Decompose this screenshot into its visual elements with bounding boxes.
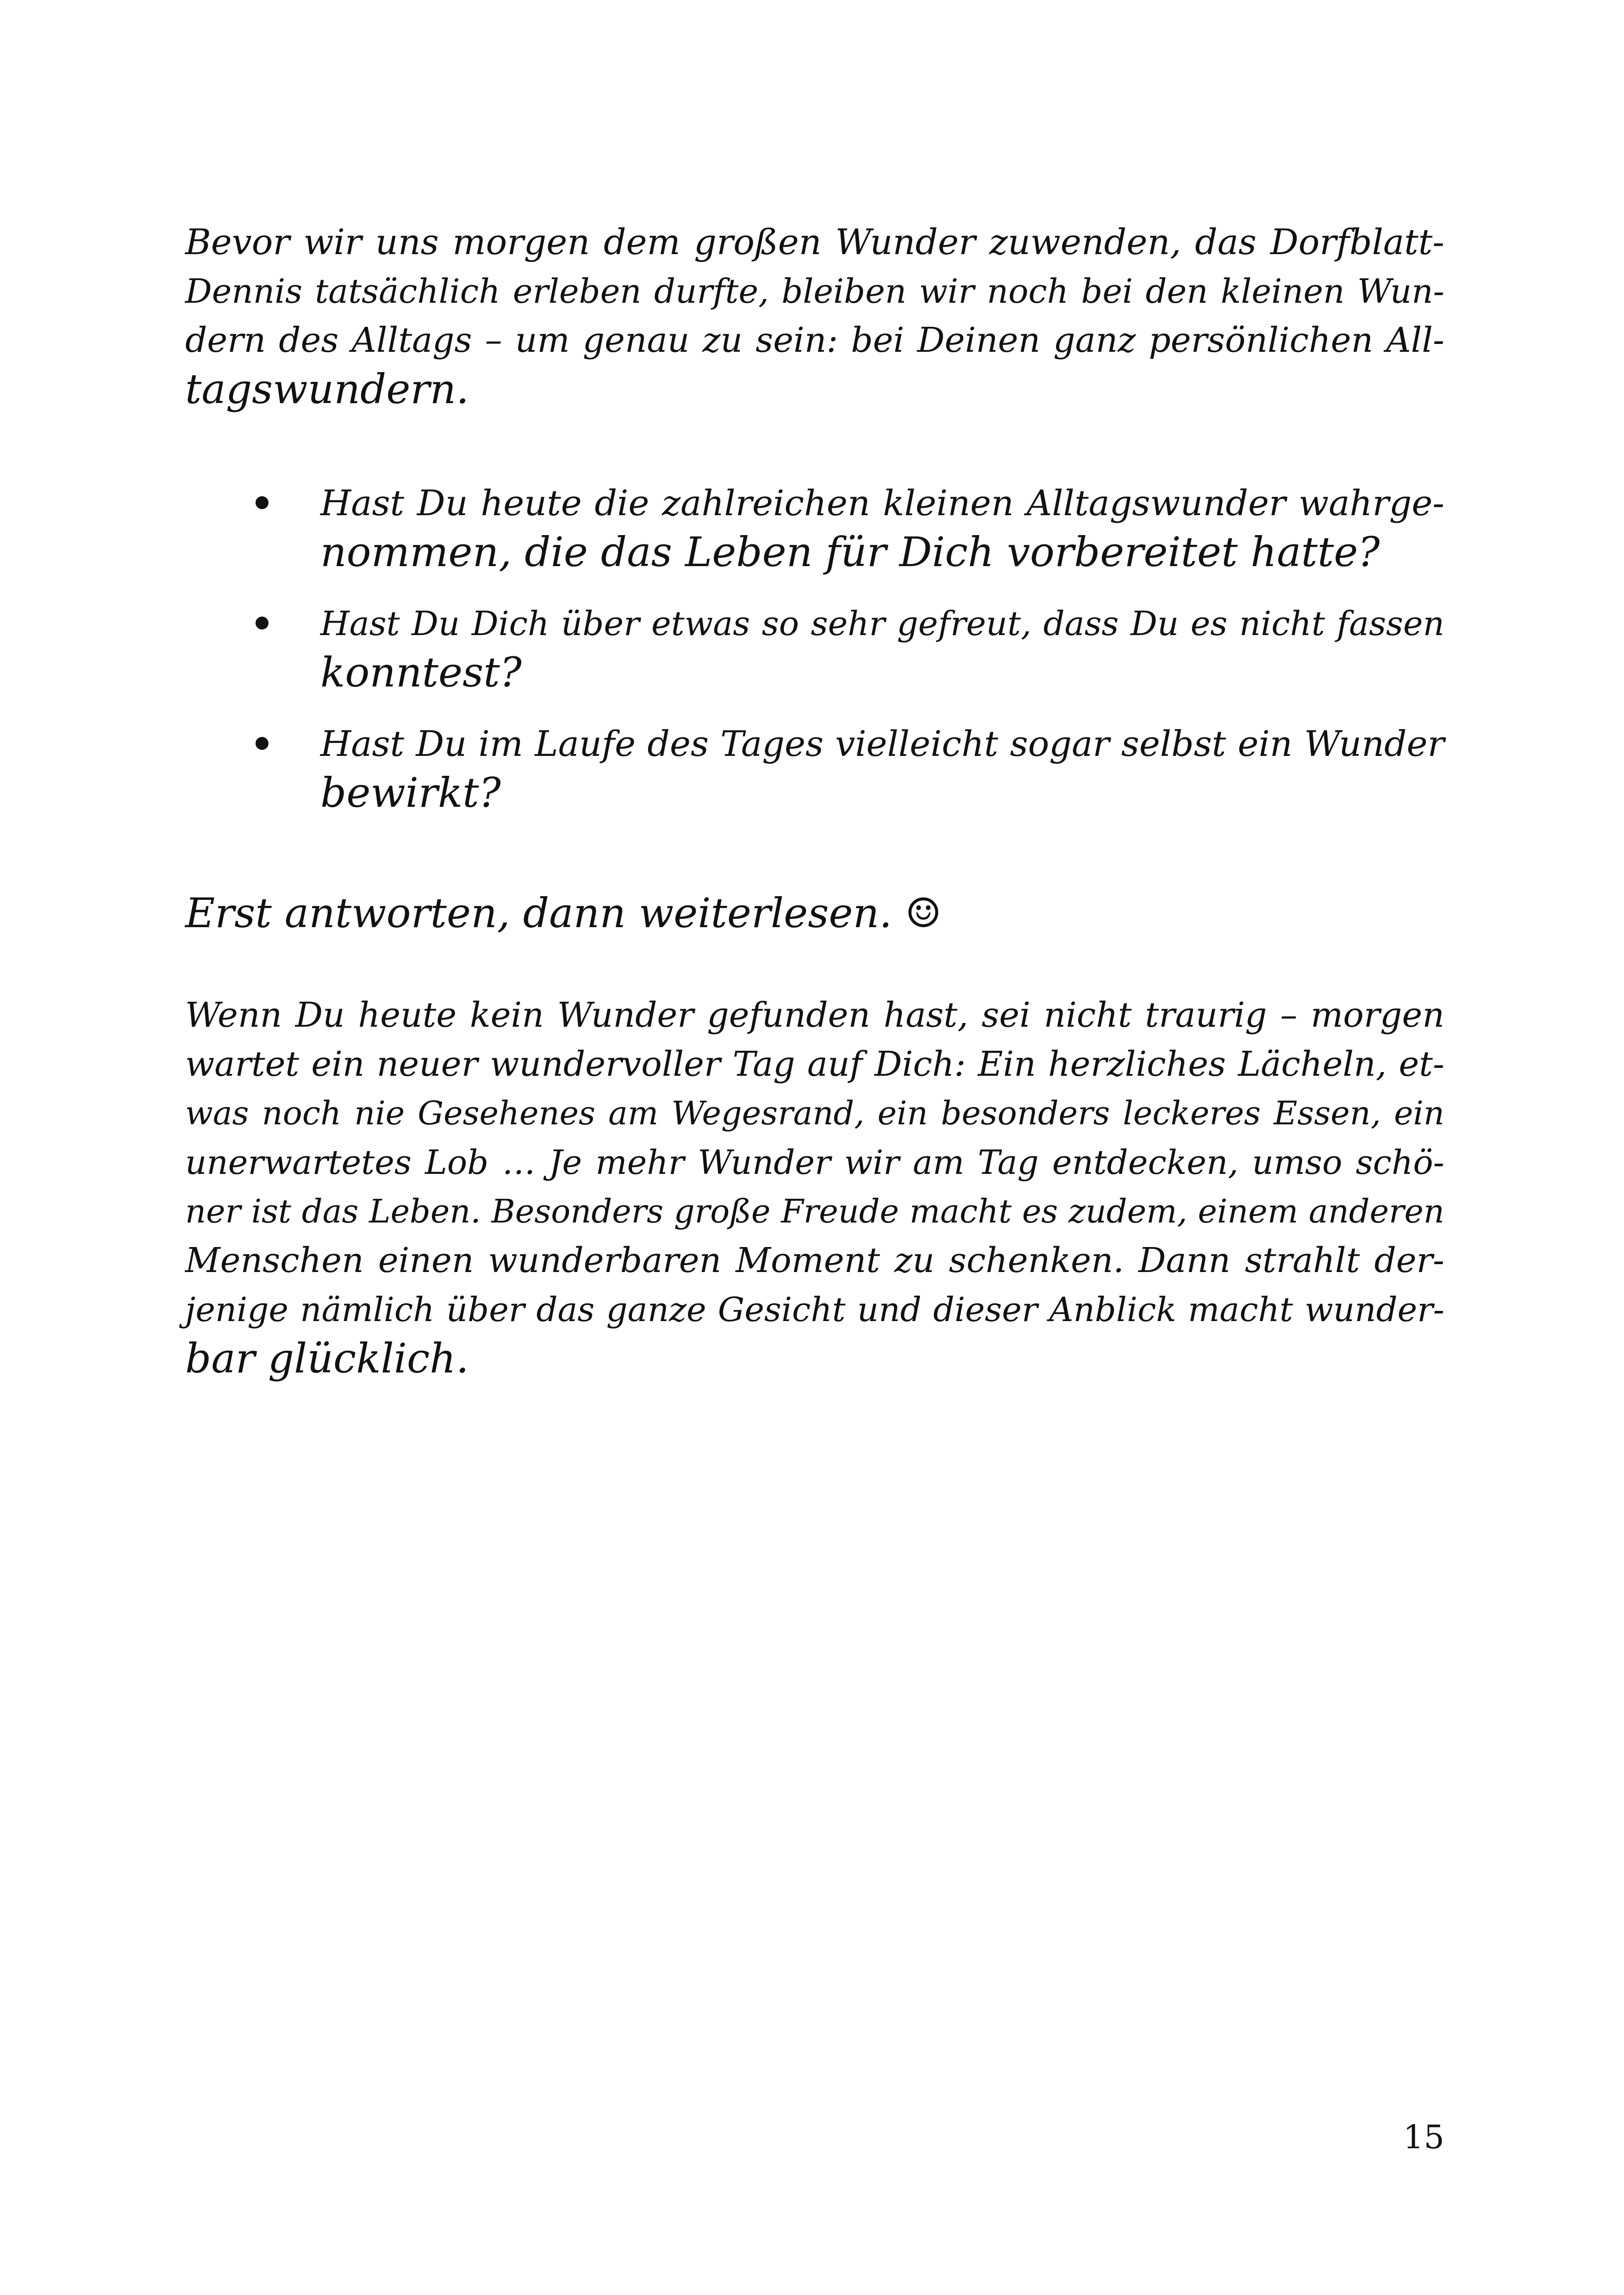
paragraph-3-line-5: ner ist das Leben. Besonders große Freude macht es zudem, einem anderen [185, 1192, 1444, 1230]
question-1-line-1: Hast Du heute die zahlreichen kleinen Alltagswunder wahrge- [320, 482, 1444, 524]
paragraph-2-line-1: Erst antworten, dann weiterlesen. ☺ [185, 889, 942, 937]
question-1-line-2: nommen, die das Leben für Dich vorbereitet hatte? [320, 528, 1380, 576]
paragraph-3-line-3: was noch nie Gesehenes am Wegesrand, ein besonders leckeres Essen, ein [185, 1094, 1444, 1132]
paragraph-3-line-2: wartet ein neuer wundervoller Tag auf Dich: Ein herzliches Lächeln, et- [185, 1044, 1444, 1084]
question-3-line-1: Hast Du im Laufe des Tages vielleicht sogar selbst ein Wunder [320, 723, 1444, 764]
question-2-line-1: Hast Du Dich über etwas so sehr gefreut, dass Du es nicht fassen [320, 604, 1444, 643]
paragraph-3-line-7: jenige nämlich über das ganze Gesicht und dieser Anblick macht wunder- [185, 1290, 1444, 1329]
paragraph-1-line-2: Dennis tatsächlich erleben durfte, bleiben wir noch bei den kleinen Wun- [185, 272, 1444, 311]
paragraph-3-line-8: bar glücklich. [185, 1335, 469, 1382]
bullet-3 [256, 737, 269, 750]
page-number: 15 [1403, 2118, 1444, 2156]
paragraph-1-line-4: tagswundern. [185, 365, 469, 413]
bullet-2 [256, 617, 269, 630]
question-3-line-2: bewirkt? [320, 769, 501, 817]
paragraph-3-line-6: Menschen einen wunderbaren Moment zu schenken. Dann strahlt der- [185, 1241, 1444, 1280]
paragraph-1-line-3: dern des Alltags – um genau zu sein: bei Deinen ganz persönlichen All- [185, 320, 1444, 360]
paragraph-1-line-1: Bevor wir uns morgen dem großen Wunder zuwenden, das Dorfblatt- [185, 221, 1444, 262]
bullet-1 [256, 496, 269, 509]
paragraph-3-line-4: unerwartetes Lob … Je mehr Wunder wir am Tag entdecken, umso schö- [185, 1143, 1444, 1182]
paragraph-3-line-1: Wenn Du heute kein Wunder gefunden hast, sei nicht traurig – morgen [185, 995, 1444, 1035]
question-2-line-2: konntest? [320, 649, 522, 696]
